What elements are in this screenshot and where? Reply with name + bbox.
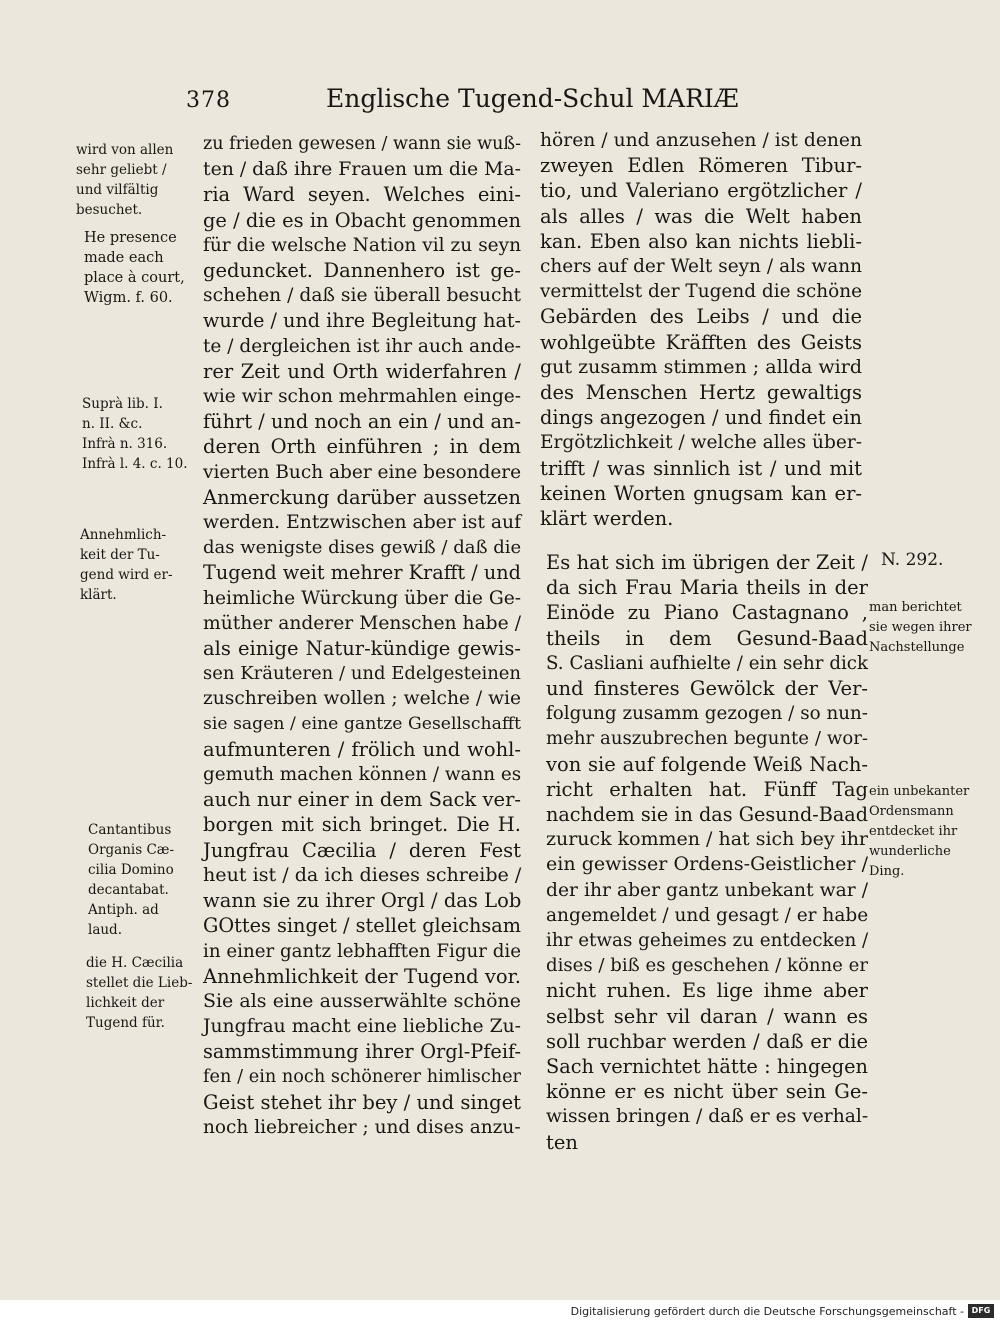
text-line: noch liebreicher ; und dises anzu- (203, 1116, 521, 1138)
text-line: selbst sehr vil daran / wann es (546, 1004, 868, 1028)
text-line: wurde / und ihre Begleitung hat- (203, 309, 521, 333)
text-line: mehr auszubrechen begunte / wor- (546, 728, 868, 750)
text-line: Jungfrau macht eine liebliche Zu- (203, 1016, 521, 1038)
text-line: könne er es nicht über sein Ge- (546, 1080, 868, 1104)
text-line: kan. Eben also kan nichts liebli- (540, 229, 862, 253)
text-line: soll ruchbar werden / daß er die (546, 1029, 868, 1053)
text-line: Tugend weit mehrer Krafft / und (203, 561, 521, 585)
text-line: richt erhalten hat. Fünff Tag (546, 777, 868, 801)
text-line: trifft / was sinnlich ist / und mit (540, 456, 862, 480)
right-text-column-top (540, 128, 862, 531)
text-line: das wenigste dises gewiß / daß die (203, 537, 522, 559)
text-line: sie sagen / eine gantze Gesellschafft (203, 713, 521, 734)
margin-note-line: lichkeit der (86, 995, 165, 1011)
text-line: geduncket. Dannenhero ist ge- (203, 259, 521, 283)
margin-note-line: Ding. (869, 864, 905, 879)
margin-note-line: place à court, (84, 270, 185, 286)
text-line: borgen mit sich bringet. Die H. (203, 813, 521, 837)
text-line: gemuth machen können / wann es (203, 764, 522, 786)
margin-note-line: keit der Tu- (80, 547, 160, 563)
text-line: nicht ruhen. Es lige ihme aber (546, 979, 868, 1003)
text-line: Sie als eine ausserwählte schöne (203, 989, 521, 1012)
margin-note-line: cilia Domino (88, 862, 174, 878)
text-line: dises / biß es geschehen / könne er (546, 955, 868, 977)
text-line: ihr etwas geheimes zu entdecken / (546, 930, 869, 952)
text-line: angemeldet / und gesagt / er habe (546, 904, 869, 926)
text-line: auch nur einer in dem Sack ver- (203, 788, 521, 812)
text-line: keinen Worten gnugsam kan er- (540, 481, 862, 505)
text-line: fen / ein noch schönerer himlischer (203, 1066, 521, 1087)
margin-note (76, 140, 173, 220)
text-line: ge / die es in Obacht genommen (203, 208, 521, 232)
text-line: gut zusamm stimmen ; allda wird (540, 355, 862, 378)
right-text-column-bottom (546, 550, 868, 1155)
margin-note-line: Organis Cæ- (88, 842, 175, 858)
margin-note (82, 394, 188, 474)
running-head: Englische Tugend-Schul MARIÆ (326, 84, 739, 113)
text-line: nachdem sie in das Gesund-Baad (546, 803, 868, 827)
text-line: in einer gantz lebhafften Figur die (203, 940, 522, 962)
margin-note-line: decantabat. (88, 882, 169, 898)
text-line: ein gewisser Ordens-Geistlicher / (546, 853, 868, 876)
left-text-column (203, 132, 521, 1140)
text-line: dings angezogen / und findet ein (540, 406, 862, 430)
margin-note-line: n. II. &c. (82, 416, 143, 432)
margin-note-line: Cantantibus (88, 822, 172, 838)
margin-note-right (869, 782, 969, 882)
text-line: und finsteres Gewölck der Ver- (546, 677, 868, 701)
text-line: wissen bringen / daß er es verhal- (546, 1106, 869, 1128)
margin-note-line: Antiph. ad (88, 902, 159, 918)
text-line: ten (546, 1130, 578, 1154)
paragraph-number: N. 292. (881, 550, 944, 570)
margin-note-line: und vilfältig (76, 182, 159, 198)
text-line: zu frieden gewesen / wann sie wuß- (203, 134, 521, 154)
text-line: klärt werden. (540, 507, 674, 531)
margin-note-line: He presence (84, 230, 177, 246)
text-line: ria Ward seyen. Welches eini- (203, 183, 521, 207)
margin-note-line: gend wird er- (80, 567, 173, 583)
text-line: Anmerckung darüber aussetzen (203, 485, 521, 509)
margin-note-line: Infrà n. 316. (82, 436, 168, 452)
text-line: aufmunteren / frölich und wohl- (203, 737, 521, 761)
margin-note (84, 228, 185, 308)
text-line: te / dergleichen ist ihr auch ande- (203, 335, 522, 357)
footer-bar (0, 1300, 1000, 1323)
text-line: Annehmlichkeit der Tugend vor. (203, 964, 521, 988)
text-line: Gebärden des Leibs / und die (540, 305, 862, 329)
text-line: rer Zeit und Orth widerfahren / (203, 359, 521, 383)
margin-note (88, 820, 174, 940)
margin-note-line: wunderliche (869, 844, 951, 859)
text-line: theils in dem Gesund-Baad (546, 626, 868, 650)
margin-note-line: Nachstellunge (869, 640, 965, 655)
text-line: führt / und noch an ein / und an- (203, 410, 521, 434)
margin-note (80, 525, 173, 605)
text-line: Ergötzlichkeit / welche alles über- (540, 432, 862, 454)
text-line: Geist stehet ihr bey / und singet (203, 1090, 521, 1114)
margin-note-line: made each (84, 250, 164, 266)
text-line: zweyen Edlen Römeren Tibur- (540, 154, 862, 178)
text-line: Jungfrau Cæcilia / deren Fest (203, 838, 521, 862)
text-line: zuruck kommen / hat sich bey ihr (546, 828, 868, 851)
text-line: S. Casliani aufhielte / ein sehr dick (546, 652, 868, 674)
text-line: als einige Natur-kündige gewis- (203, 637, 521, 661)
text-line: chers auf der Welt seyn / als wann (540, 256, 862, 278)
dfg-logo: DFG (968, 1304, 994, 1318)
text-line: tio, und Valeriano ergötzlicher / (540, 179, 862, 203)
text-line: vierten Buch aber eine besondere (203, 461, 522, 483)
text-line: schehen / daß sie überall besucht (203, 285, 521, 307)
margin-note-line: wird von allen (76, 142, 174, 158)
text-line: heut ist / da ich dieses schreibe / (203, 863, 522, 886)
funding-credit: Digitalisierung gefördert durch die Deutsche Forschungsgemeinschaft - (570, 1305, 964, 1318)
text-line: zuschreiben wollen ; welche / wie (203, 688, 521, 710)
text-line: wann sie zu ihrer Orgl / das Lob (203, 889, 522, 913)
text-line: deren Orth einführen ; in dem (203, 435, 521, 459)
margin-note (86, 953, 192, 1033)
margin-note-line: Suprà lib. I. (82, 396, 163, 412)
margin-note-line: Infrà l. 4. c. 10. (82, 456, 188, 472)
margin-note-line: Tugend für. (86, 1015, 165, 1031)
margin-note-line: sehr geliebt / (76, 162, 167, 178)
margin-note-line: die H. Cæcilia (86, 955, 184, 971)
text-line: wie wir schon mehrmahlen einge- (203, 386, 521, 408)
text-line: als alles / was die Welt haben (540, 204, 862, 228)
margin-note-line: ein unbekanter (869, 784, 970, 799)
page-number: 378 (186, 88, 231, 113)
margin-note-line: Wigm. f. 60. (84, 290, 173, 306)
text-line: Es hat sich im übrigen der Zeit / (546, 551, 868, 574)
margin-note-line: Annehmlich- (80, 527, 167, 543)
text-line: sammstimmung ihrer Orgl-Pfeif- (203, 1040, 521, 1064)
margin-note-line: klärt. (80, 587, 117, 603)
margin-note-line: laud. (88, 922, 122, 938)
margin-note-right (869, 598, 972, 658)
margin-note-line: sie wegen ihrer (869, 620, 972, 635)
margin-note-line: besuchet. (76, 202, 143, 218)
text-line: GOttes singet / stellet gleichsam (203, 914, 522, 938)
text-line: für die welsche Nation vil zu seyn (203, 234, 521, 256)
text-line: von sie auf folgende Weiß Nach- (546, 752, 868, 776)
text-line: hören / und anzusehen / ist denen (540, 130, 862, 151)
text-line: Einöde zu Piano Castagnano , (546, 601, 868, 625)
text-line: Sach vernichtet hätte : hingegen (546, 1055, 868, 1079)
margin-note-line: Ordensmann (869, 804, 954, 819)
margin-note-line: man berichtet (869, 600, 962, 615)
text-line: wohlgeübte Kräfften des Geists (540, 330, 862, 354)
margin-note-line: entdecket ihr (869, 824, 958, 839)
text-line: sen Kräuteren / und Edelgesteinen (203, 663, 521, 685)
text-line: der ihr aber gantz unbekant war / (546, 879, 868, 901)
text-line: müther anderer Menschen habe / (203, 612, 521, 634)
text-line: vermittelst der Tugend die schöne (540, 281, 862, 303)
text-line: da sich Frau Maria theils in der (546, 576, 868, 600)
text-line: heimliche Würckung über die Ge- (203, 587, 522, 609)
text-line: ten / daß ihre Frauen um die Ma- (203, 159, 521, 181)
text-line: folgung zusamm gezogen / so nun- (546, 703, 868, 725)
margin-note-line: stellet die Lieb- (86, 975, 193, 991)
text-line: werden. Entzwischen aber ist auf (203, 512, 521, 534)
text-line: des Menschen Hertz gewaltigs (540, 381, 862, 405)
